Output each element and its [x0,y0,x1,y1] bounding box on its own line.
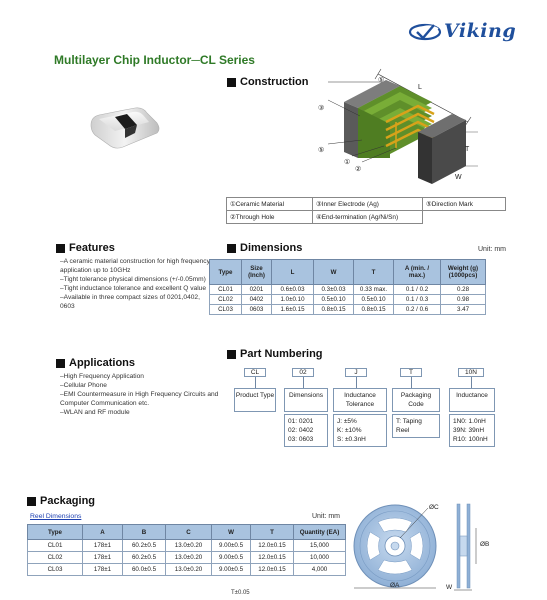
applications-list [60,372,220,417]
packaging-heading: Packaging [27,495,95,507]
col-header: W [212,525,251,540]
applications-heading: Applications [56,357,135,369]
table-row: CL01 0201 0.6±0.03 0.3±0.03 0.33 max. 0.1 / 0.2 0.28 [210,285,486,295]
col-header: Type [28,525,83,540]
callout-inner-electrode: ③ [318,105,325,112]
list-item: –Tight inductance tolerance and excellent Q value [60,285,207,292]
list-item: –Cellular Phone [60,382,107,389]
construction-diagram [300,62,492,190]
table-row: CL02 0402 1.0±0.10 0.5±0.10 0.5±0.10 0.1 / 0.3 0.98 [210,295,486,305]
page-title: Multilayer Chip Inductor─CL Series [54,53,255,67]
reel-dimensions-link[interactable]: Reel Dimensions [30,513,82,520]
part-code-dimensions: 02 [292,368,314,377]
construction-legend [226,197,506,224]
dimensions-unit: Unit: mm [478,246,506,253]
legend-row: ①Ceramic Material ③Inner Electrode (Ag) ⑤Direction Mark [227,198,506,211]
packaging-table [27,524,346,576]
part-code-product-type: CL [244,368,266,377]
callout-through-hole: ② [355,166,362,173]
callout-ceramic: ① [344,159,351,166]
col-header: A [83,525,123,540]
callout-direction-mark: ⑤ [378,77,385,84]
part-detail-tolerance: J: ±5% K: ±10% S: ±0.3nH [333,414,387,447]
part-label-packaging: Packaging Code [392,388,440,412]
dimensions-heading: Dimensions [227,242,302,254]
part-label-inductance: Inductance [449,388,495,412]
section-marker-icon [227,78,236,87]
section-marker-icon [56,359,65,368]
logo-swoosh-icon [408,20,442,44]
reel-diagram [350,498,540,598]
connector-line [255,377,256,388]
list-item: –WLAN and RF module [60,409,130,416]
table-row: CL02 178±1 60.2±0.5 13.0±0.20 9.00±0.5 12.0±0.15 10,000 [28,552,346,564]
part-detail-dimensions: 01: 0201 02: 0402 03: 0603 [284,414,328,447]
chip-photo [85,103,165,151]
packaging-unit: Unit: mm [312,513,340,520]
section-marker-icon [56,244,65,253]
reel-label-w: W [446,584,453,591]
legend-row: ②Through Hole ④End-termination (Ag/Ni/Sn) [227,211,506,224]
part-code-tolerance: J [345,368,367,377]
connector-line [356,377,357,388]
part-code-inductance: 10N [458,368,484,377]
col-header: T [354,260,394,285]
callout-end-termination-ceramic: ⑤ [318,147,325,154]
reel-label-b: ØB [480,541,490,548]
col-header: B [123,525,166,540]
list-item: –A ceramic material construction for high frequency application up to 10GHz [60,258,210,274]
col-header: A (min. / max.) [394,260,441,285]
col-header: Weight (g) (1000pcs) [441,260,486,285]
section-marker-icon [27,497,36,506]
section-marker-icon [227,350,236,359]
section-marker-icon [227,244,236,253]
dimensions-table [209,259,486,315]
connector-line [471,377,472,388]
list-item: –High Frequency Application [60,373,144,380]
dim-T-label: T [465,146,470,153]
list-item: –Available in three compact sizes of 0201,0402, 0603 [60,294,200,310]
col-header: C [166,525,212,540]
part-label-product-type: Product Type [234,388,276,412]
reel-label-c: ØC [429,504,439,511]
packaging-footnote: T±0.05 [231,590,250,596]
reel-label-a: ØA [390,582,400,589]
part-code-packaging: T [400,368,422,377]
col-header: W [314,260,354,285]
col-header: Quantity (EA) [294,525,346,540]
part-label-tolerance: Inductance Tolerance [333,388,387,412]
part-numbering-heading: Part Numbering [227,348,323,360]
construction-heading: Construction [227,76,308,88]
connector-line [303,377,304,388]
viking-logo [408,20,532,44]
col-header: Size (Inch) [242,260,272,285]
col-header: Type [210,260,242,285]
table-header-row [210,260,486,285]
features-list [60,257,216,311]
table-row: CL03 178±1 60.0±0.5 13.0±0.20 9.00±0.5 12.0±0.15 4,000 [28,564,346,576]
brand-name: Viking [444,20,517,42]
features-heading: Features [56,242,115,254]
list-item: –Tight tolerance physical dimensions (+/-0.05mm) [60,276,206,283]
part-detail-inductance: 1N0: 1.0nH 39N: 39nH R10: 100nH [449,414,495,447]
part-detail-packaging: T: Taping Reel [392,414,440,438]
dim-W-label: W [455,174,462,181]
list-item: –EMI Countermeasure in High Frequency Circuits and Computer Communication etc. [60,391,219,407]
connector-line [411,377,412,388]
dim-L-label: L [418,84,422,91]
col-header: T [251,525,294,540]
table-row: CL03 0603 1.6±0.15 0.8±0.15 0.8±0.15 0.2 / 0.6 3.47 [210,305,486,315]
table-header-row [28,525,346,540]
table-row: CL01 178±1 60.2±0.5 13.0±0.20 9.00±0.5 12.0±0.15 15,000 [28,540,346,552]
part-label-dimensions: Dimensions [284,388,328,412]
col-header: L [272,260,314,285]
